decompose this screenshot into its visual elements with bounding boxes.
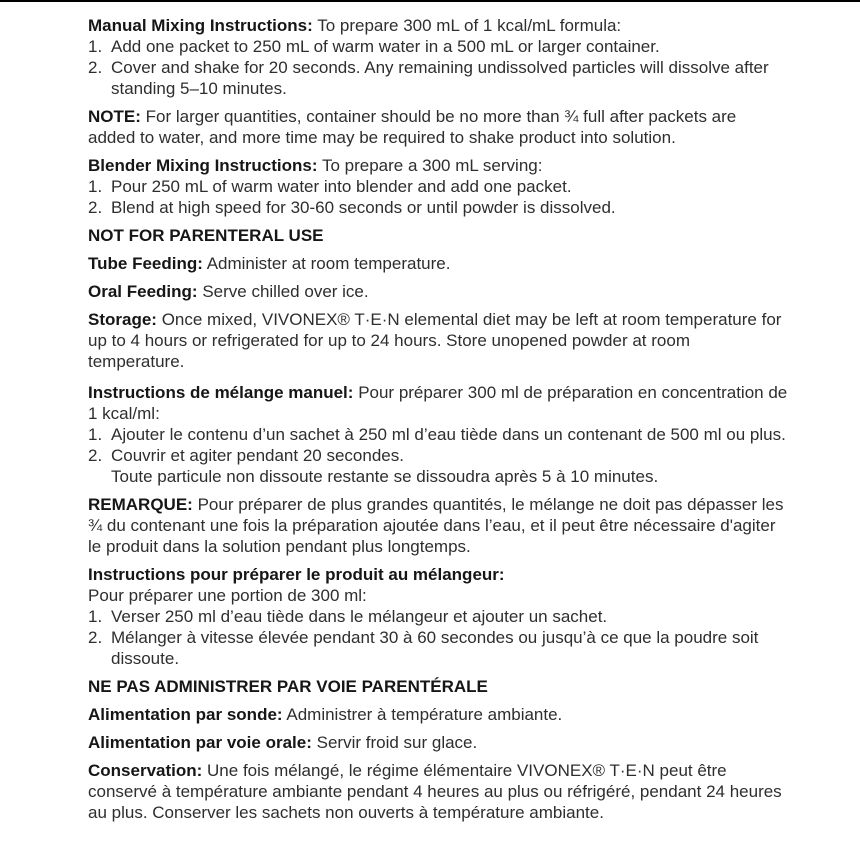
fr-manual-step-2-text: Couvrir et agiter pendant 20 secondes. [111,446,404,465]
en-oral-feeding [88,281,788,302]
en-manual-step-2-number: 2. [88,58,103,77]
fr-manual-mixing-group [88,382,788,487]
fr-oral-feeding-label: Alimentation par voie orale: [88,733,312,752]
fr-manual-mixing-intro: Pour préparer 300 ml de préparation en concentration de 1 kcal/ml: [88,383,788,423]
fr-oral-feeding-text: Servir froid sur glace. [316,733,478,752]
fr-manual-step-2 [88,445,788,487]
en-oral-feeding-group [88,281,788,302]
mixing-instructions-label [88,15,788,830]
en-blender-step-2 [88,197,788,218]
fr-blender-step-1-number: 1. [88,607,103,626]
fr-remarque-text: Pour préparer de plus grandes quantités, le mélange ne doit pas dépasser les ¾ du contenant une fois la préparation ajoutée dans l’eau, et il peut être nécessaire d'agiter le produit dans la solution pendant plus longtemps. [88,495,784,556]
fr-remarque-label: REMARQUE: [88,495,193,514]
en-note-group [88,106,788,148]
fr-tube-feeding-label: Alimentation par sonde: [88,705,283,724]
fr-storage-text: Une fois mélangé, le régime élémentaire VIVONEX® T·E·N peut être conservé à température ambiante pendant 4 heures au plus ou réfrigéré, pendant 24 heures au plus. Conserver les sachets non ouverts à température ambiante. [88,761,782,822]
en-tube-feeding-text: Administer at room temperature. [206,254,451,273]
en-blender-step-1-text: Pour 250 mL of warm water into blender and add one packet. [111,177,572,196]
en-manual-mixing-label: Manual Mixing Instructions: [88,16,313,35]
en-blender-label: Blender Mixing Instructions: [88,156,318,175]
en-tube-feeding-label: Tube Feeding: [88,254,203,273]
en-blender-step-1-number: 1. [88,177,103,196]
en-oral-feeding-text: Serve chilled over ice. [202,282,369,301]
en-manual-step-2 [88,57,788,99]
en-blender-step-2-text: Blend at high speed for 30-60 seconds or until powder is dissolved. [111,198,616,217]
fr-remarque-group [88,494,788,557]
fr-manual-step-1-number: 1. [88,425,103,444]
en-storage-group [88,309,788,372]
fr-manual-step-2-continuation: Toute particule non dissoute restante se dissoudra après 5 à 10 minutes. [111,467,659,486]
fr-storage-group [88,760,788,823]
en-note [88,106,788,148]
en-note-label: NOTE: [88,107,141,126]
en-blender-heading [88,155,788,176]
fr-manual-step-1 [88,424,788,445]
fr-blender-step-2-text: Mélanger à vitesse élevée pendant 30 à 60 secondes ou jusqu’à ce que la poudre soit dissoute. [111,628,759,668]
fr-parenteral-warning-group [88,676,788,697]
en-blender-mixing-group [88,155,788,218]
en-manual-mixing-intro: To prepare 300 mL of 1 kcal/mL formula: [317,16,622,35]
fr-storage-label: Conservation: [88,761,203,780]
fr-blender-label: Instructions pour préparer le produit au mélangeur: [88,565,505,584]
en-parenteral-warning: NOT FOR PARENTERAL USE [88,226,324,245]
fr-tube-feeding [88,704,788,725]
fr-blender-step-1 [88,606,788,627]
en-tube-feeding [88,253,788,274]
en-manual-mixing-heading [88,15,788,36]
en-blender-step-2-number: 2. [88,198,103,217]
en-blender-step-1 [88,176,788,197]
en-storage [88,309,788,372]
fr-manual-step-1-text: Ajouter le contenu d’un sachet à 250 ml d’eau tiède dans un contenant de 500 ml ou plus. [111,425,786,444]
en-manual-step-1-number: 1. [88,37,103,56]
en-manual-mixing-group [88,15,788,99]
fr-tube-feeding-group [88,704,788,725]
fr-blender-mixing-group [88,564,788,669]
fr-blender-step-1-text: Verser 250 ml d’eau tiède dans le mélangeur et ajouter un sachet. [111,607,608,626]
fr-parenteral-warning: NE PAS ADMINISTRER PAR VOIE PARENTÉRALE [88,677,488,696]
en-parenteral-warning-group [88,225,788,246]
fr-oral-feeding [88,732,788,753]
en-oral-feeding-label: Oral Feeding: [88,282,198,301]
fr-manual-step-2-number: 2. [88,446,103,465]
fr-oral-feeding-group [88,732,788,753]
fr-blender-intro: Pour préparer une portion de 300 ml: [88,586,367,605]
en-storage-text: Once mixed, VIVONEX® T·E·N elemental diet may be left at room temperature for up to 4 hours or refrigerated for up to 24 hours. Store unopened powder at room temperature. [88,310,782,371]
en-blender-intro: To prepare a 300 mL serving: [321,156,543,175]
en-manual-step-1 [88,36,788,57]
fr-storage [88,760,788,823]
en-note-text: For larger quantities, container should be no more than ¾ full after packets are added to water, and more time may be required to shake product into solution. [88,107,737,147]
fr-manual-mixing-label: Instructions de mélange manuel: [88,383,354,402]
fr-blender-step-2 [88,627,788,669]
en-storage-label: Storage: [88,310,157,329]
label-top-rule [0,0,860,2]
fr-remarque [88,494,788,557]
en-tube-feeding-group [88,253,788,274]
fr-manual-mixing-heading [88,382,788,424]
en-manual-step-1-text: Add one packet to 250 mL of warm water in a 500 mL or larger container. [111,37,660,56]
fr-tube-feeding-text: Administrer à température ambiante. [286,705,563,724]
en-manual-step-2-text: Cover and shake for 20 seconds. Any remaining undissolved particles will dissolve after standing 5–10 minutes. [111,58,769,98]
fr-blender-step-2-number: 2. [88,628,103,647]
fr-blender-heading [88,564,788,606]
